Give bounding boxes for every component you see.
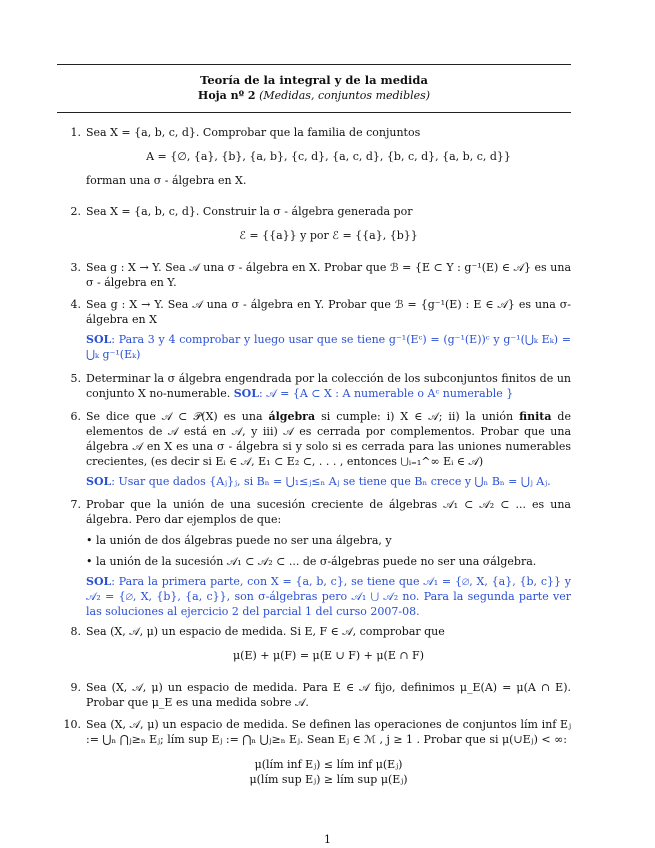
formula: A = {∅, {a}, {b}, {a, b}, {c, d}, {a, c, d}, {b, c, d}, {a, b, c, d}} (146, 150, 511, 163)
header-bottom-rule (57, 112, 571, 113)
exercise-number: 2. (70, 205, 81, 218)
exercise-8 (57, 624, 571, 672)
exercise-7 (57, 497, 571, 619)
exercise-5 (57, 371, 571, 401)
exercise-number: 8. (70, 625, 81, 638)
exercise-text: Sea (X, 𝒜, μ) un espacio de medida. Se definen las operaciones de conjuntos lím inf Eⱼ := ⋃ₙ ⋂ⱼ≥ₙ Eⱼ; lím sup Eⱼ := ⋂ₙ ⋃ⱼ≥ₙ Eⱼ. Sean Eⱼ ∈ ℳ , j ≥ 1 . Probar que si μ(∪Eⱼ) < ∞: (86, 718, 571, 746)
solution: SOL: Usar que dados {Aⱼ}ⱼ, si Bₙ = ⋃₁≤ⱼ≤ₙ Aⱼ se tiene que Bₙ crece y ⋃ₙ Bₙ = ⋃ⱼ Aⱼ. (86, 475, 551, 488)
exercise-number: 10. (63, 718, 81, 731)
top-rule (57, 64, 571, 65)
solution: SOL: Para 3 y 4 comprobar y luego usar que se tiene g⁻¹(Eᶜ) = (g⁻¹(E))ᶜ y g⁻¹(⋃ₖ Eₖ) = ⋃ₖ g⁻¹(Eₖ) (86, 333, 571, 361)
exercise-4 (57, 297, 571, 362)
exercise-text: Sea g : X → Y. Sea 𝒜 una σ - álgebra en Y. Probar que ℬ = {g⁻¹(E) : E ∈ 𝒜} es una σ-álgebra en X (86, 298, 571, 326)
formula: μ(E) + μ(F) = μ(E ∪ F) + μ(E ∩ F) (233, 649, 424, 662)
bullet-item: • la unión de dos álgebras puede no ser una álgebra, y (86, 534, 392, 547)
exercise-text: Sea X = {a, b, c, d}. Construir la σ - álgebra generada por (86, 205, 413, 218)
document-title: Teoría de la integral y de la medida (200, 73, 428, 87)
document-header (57, 73, 571, 103)
exercise-1 (57, 125, 571, 188)
exercise-10 (57, 717, 571, 787)
solution: SOL: 𝒜 = {A ⊂ X : A numerable o Aᶜ numerable } (233, 387, 514, 400)
exercise-number: 3. (70, 261, 81, 274)
exercise-3 (57, 260, 571, 290)
exercise-text-after: forman una σ - álgebra en X. (86, 174, 247, 187)
solution: SOL: Para la primera parte, con X = {a, b, c}, se tiene que 𝒜₁ = {∅, X, {a}, {b, c}} y 𝒜₂ = {∅, X, {b}, {a, c}}, son σ-álgebras pero 𝒜₁ ⋃ 𝒜₂ no. Para la segunda parte ver las soluciones al ejercicio 2 del parcial 1 del curso 2007-08. (86, 575, 571, 618)
exercise-text: Se dice que 𝒜 ⊂ 𝒫(X) es una álgebra si cumple: i) X ∈ 𝒜; ii) la unión finita de elementos de 𝒜 está en 𝒜, y iii) 𝒜 es cerrada por complementos. Probar que una álgebra 𝒜 en X es una σ - álgebra si y solo si es cerrada para las uniones numerables crecientes, (es decir si Eᵢ ∈ 𝒜, E₁ ⊂ E₂ ⊂, . . . , entonces ⋃ᵢ₌₁^∞ Eᵢ ∈ 𝒜) (86, 410, 571, 468)
exercise-text: Determinar la σ álgebra engendrada por la colección de los subconjuntos finitos de un conjunto X no-numerable. (86, 372, 571, 400)
exercise-text: Sea g : X → Y. Sea 𝒜 una σ - álgebra en X. Probar que ℬ = {E ⊂ Y : g⁻¹(E) ∈ 𝒜} es una σ - álgebra en Y. (86, 261, 571, 289)
exercise-2 (57, 204, 571, 252)
exercise-text: Sea (X, 𝒜, μ) un espacio de medida. Si E, F ∈ 𝒜, comprobar que (86, 625, 445, 638)
exercise-9 (57, 680, 571, 710)
sheet-title: Hoja nº 2 (Medidas, conjuntos medibles) (197, 89, 431, 102)
exercise-number: 9. (70, 681, 81, 694)
exercise-text: Sea (X, 𝒜, μ) un espacio de medida. Para E ∈ 𝒜 fijo, definimos μ_E(A) = μ(A ∩ E). Probar que μ_E es una medida sobre 𝒜. (86, 681, 571, 709)
page-number: 1 (324, 833, 331, 846)
exercise-6 (57, 409, 571, 489)
exercise-number: 7. (70, 498, 81, 511)
exercise-text: Probar que la unión de una sucesión creciente de álgebras 𝒜₁ ⊂ 𝒜₂ ⊂ ... es una álgebra. Pero dar ejemplos de que: (86, 498, 571, 526)
exercise-number: 5. (70, 372, 81, 385)
formula: ℰ = {{a}} y por ℰ = {{a}, {b}} (239, 229, 418, 242)
formula: μ(lím sup Eⱼ) ≥ lím sup μ(Eⱼ) (249, 773, 408, 786)
exercise-number: 1. (70, 126, 81, 139)
bullet-item: • la unión de la sucesión 𝒜₁ ⊂ 𝒜₂ ⊂ ... de σ-álgebras puede no ser una σálgebra. (86, 555, 537, 568)
formula: μ(lím inf Eⱼ) ≤ lím inf μ(Eⱼ) (254, 758, 403, 771)
exercise-number: 6. (70, 410, 81, 423)
exercise-text: Sea X = {a, b, c, d}. Comprobar que la familia de conjuntos (86, 126, 421, 139)
exercise-number: 4. (70, 298, 81, 311)
